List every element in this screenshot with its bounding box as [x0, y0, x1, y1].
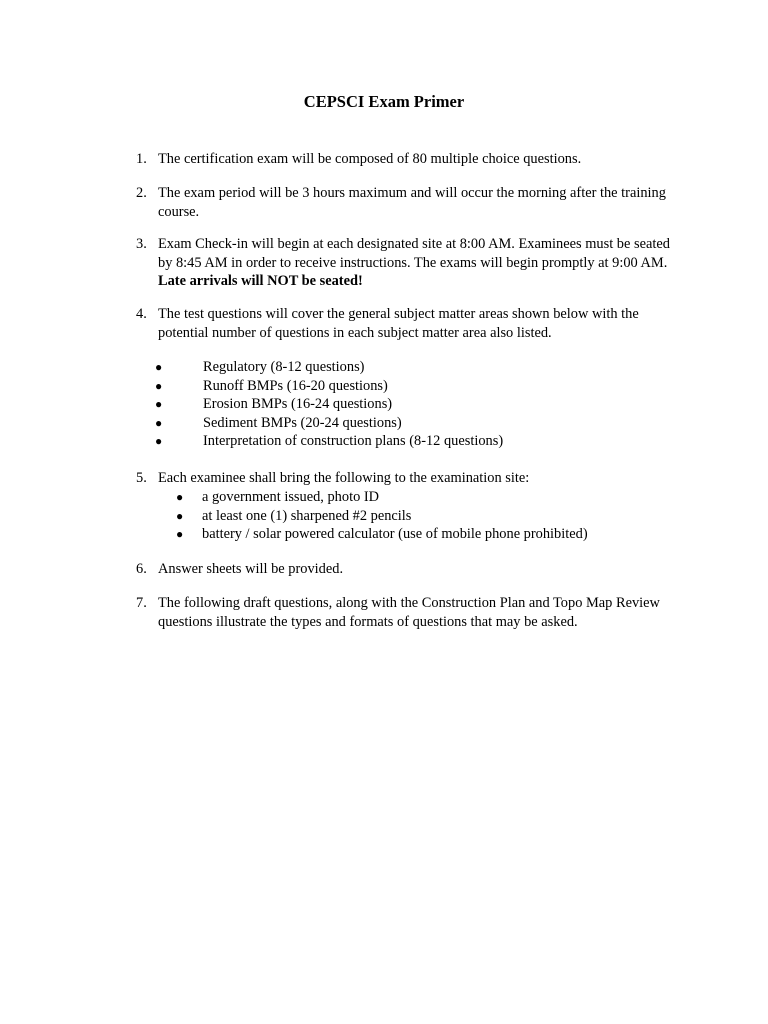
list-item: ● Interpretation of construction plans (8-12 questions) — [155, 433, 504, 449]
list-number: 2. — [136, 185, 147, 201]
bullet-icon: ● — [155, 378, 163, 393]
list-number: 7. — [136, 595, 147, 611]
bullet-icon: ● — [176, 527, 184, 541]
list-text: Each examinee shall bring the following to the examination site: — [158, 470, 530, 486]
bring-items-list — [176, 488, 696, 544]
list-item: ● Runoff BMPs (16-20 questions) — [155, 377, 388, 394]
list-text: The certification exam will be composed of 80 multiple choice questions. — [158, 151, 582, 167]
document-title: CEPSCI Exam Primer — [303, 92, 465, 111]
bullet-icon: ● — [155, 434, 163, 448]
list-item: ● at least one (1) sharpened #2 pencils — [176, 507, 412, 524]
subject-area-list — [155, 358, 675, 451]
late-arrival-warning: Late arrivals will NOT be seated! — [158, 273, 363, 289]
list-item: ● a government issued, photo ID — [176, 489, 380, 505]
bullet-icon: ● — [155, 415, 163, 430]
list-item: ● battery / solar powered calculator (use of mobile phone prohibited) — [176, 526, 588, 542]
list-text — [158, 235, 678, 291]
list-number: 3. — [136, 236, 147, 252]
list-text: The exam period will be 3 hours maximum and will occur the morning after the training course. — [158, 185, 666, 220]
list-text-main: Exam Check-in will begin at each designated site at 8:00 AM. Examinees must be seated by 8:45 AM in order to receive instructions. The exams will begin promptly at 9:00 AM. — [158, 236, 670, 271]
list-number: 6. — [136, 561, 147, 577]
bullet-icon: ● — [155, 360, 163, 374]
list-text: The following draft questions, along with the Construction Plan and Topo Map Review questions illustrate the types and formats of questions that may be asked. — [158, 595, 660, 630]
list-number: 1. — [136, 151, 147, 167]
list-item: ● Erosion BMPs (16-24 questions) — [155, 396, 393, 412]
list-item: ● Sediment BMPs (20-24 questions) — [155, 414, 402, 431]
list-text: Answer sheets will be provided. — [158, 561, 344, 577]
bullet-icon: ● — [176, 508, 184, 523]
list-text: The test questions will cover the general subject matter areas shown below with the potential number of questions in each subject matter area also listed. — [158, 306, 639, 341]
list-item: ● Regulatory (8-12 questions) — [155, 359, 365, 375]
bullet-icon: ● — [176, 490, 184, 504]
bullet-icon: ● — [155, 397, 163, 411]
list-number: 5. — [136, 470, 147, 486]
list-number: 4. — [136, 306, 147, 322]
